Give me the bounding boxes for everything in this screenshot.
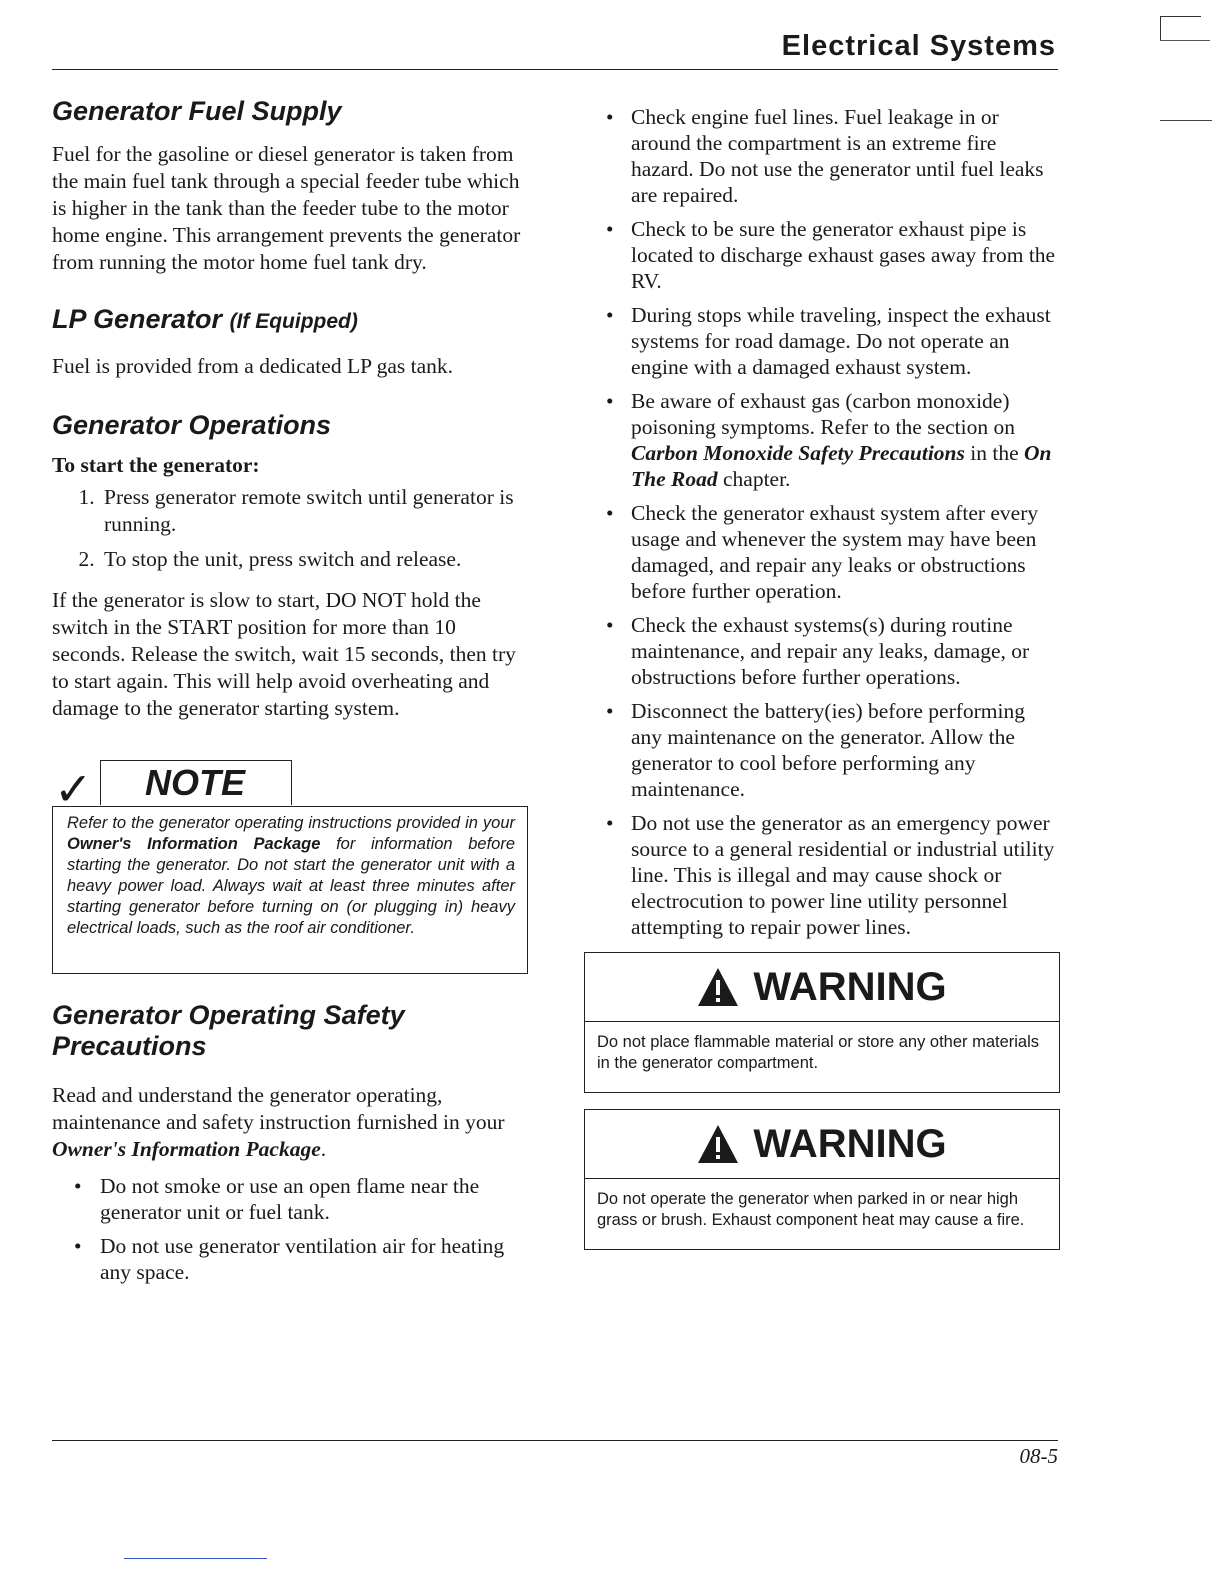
- list-item: • Check the generator exhaust system after every usage and whenever the system may have been damaged, and repair any leaks or obstructions before further operation.: [631, 500, 1060, 604]
- warning-triangle-icon: [697, 967, 739, 1007]
- subheading: To start the generator:: [52, 453, 260, 477]
- paragraph: Fuel for the gasoline or diesel generator is taken from the main fuel tank through a special feeder tube which is higher in the tank than the feeder tube to the motor home engine. This arrangement prevents the generator from running the motor home fuel tank dry.: [52, 142, 521, 274]
- generator-operations-section: [52, 410, 532, 722]
- warning-text: Do not operate the generator when parked in or near high grass or brush. Exhaust component heat may cause a fire.: [597, 1190, 1025, 1229]
- safety-bullet-list: [52, 1173, 532, 1285]
- document-reference: Owner's Information Package: [52, 1137, 321, 1161]
- note-reference: Owner's Information Package: [67, 835, 321, 853]
- edge-mark: [1160, 120, 1212, 121]
- list-item: • Check to be sure the generator exhaust pipe is located to discharge exhaust gases away from the RV.: [631, 216, 1060, 294]
- note-text-part: for information before starting the generator. Do not start the generator unit with a heavy power load. Always wait at least three minutes after starting generator before turning on (or plugging in) heavy electrical loads, such as the roof air conditioner.: [67, 835, 516, 937]
- corner-crop-mark: [1160, 40, 1210, 41]
- checkmark-icon: ✓: [54, 762, 93, 816]
- note-label: NOTE: [145, 762, 246, 803]
- page-header-title: Electrical Systems: [781, 30, 1056, 62]
- right-column: [584, 104, 1060, 1250]
- warning-label: WARNING: [753, 964, 947, 1009]
- corner-crop-mark: [1160, 16, 1201, 41]
- cross-reference: On The Road: [631, 441, 1052, 491]
- section-heading: Generator Fuel Supply: [52, 96, 342, 126]
- list-item: • Disconnect the battery(ies) before performing any maintenance on the generator. Allow the generator to cool before performing any maintenance.: [631, 698, 1060, 802]
- warning-header: [585, 953, 1059, 1022]
- paragraph: Fuel is provided from a dedicated LP gas tank.: [52, 354, 454, 378]
- list-item: 2. To stop the unit, press switch and release.: [100, 546, 532, 573]
- text-part: .: [320, 1137, 327, 1161]
- footer-divider: [52, 1440, 1058, 1441]
- list-item: • Do not smoke or use an open flame near the generator unit or fuel tank.: [100, 1173, 532, 1225]
- fuel-supply-section: [52, 96, 532, 276]
- warning-text: Do not place flammable material or store any other materials in the generator compartment.: [597, 1033, 1040, 1072]
- warning-box: [584, 952, 1060, 1093]
- section-heading: [52, 304, 532, 337]
- list-item: • Do not use generator ventilation air for heating any space.: [100, 1233, 532, 1285]
- text-part: in the: [964, 441, 1024, 465]
- list-item: • During stops while traveling, inspect the exhaust systems for road damage. Do not operate an engine with a damaged exhaust system.: [631, 302, 1060, 380]
- text-part: Read and understand the generator operating, maintenance and safety instruction furnished in your: [52, 1083, 505, 1134]
- warning-label: WARNING: [753, 1121, 947, 1166]
- heading-text: LP Generator: [52, 304, 223, 334]
- list-item: • Do not use the generator as an emergency power source to a general residential or industrial utility line. This is illegal and may cause shock or electrocution to power line utility personnel attempting to repair power lines.: [631, 810, 1060, 940]
- bottom-edge-line: [124, 1558, 267, 1559]
- list-item: • Check the exhaust systems(s) during routine maintenance, and repair any leaks, damage, or obstructions before further operations.: [631, 612, 1060, 690]
- list-item: 1. Press generator remote switch until generator is running.: [100, 484, 532, 538]
- text-part: chapter.: [717, 467, 791, 491]
- lp-generator-section: [52, 304, 532, 380]
- start-steps-list: [52, 484, 532, 573]
- safety-precautions-section: [52, 1000, 532, 1285]
- section-heading: Generator Operations: [52, 410, 332, 440]
- note-callout: [52, 756, 532, 988]
- list-item: • Check engine fuel lines. Fuel leakage in or around the compartment is an extreme fire hazard. Do not use the generator until fuel leaks are repaired.: [631, 104, 1060, 208]
- paragraph: [52, 1082, 532, 1163]
- warning-header: [585, 1110, 1059, 1179]
- warning-triangle-icon: [697, 1124, 739, 1164]
- paragraph: If the generator is slow to start, DO NOT hold the switch in the START position for more than 10 seconds. Release the switch, wait 15 seconds, then try to start again. This will help avoid overheating and damage to the generator starting system.: [52, 588, 516, 720]
- left-column: [52, 96, 532, 1293]
- list-item: [631, 388, 1060, 492]
- warning-box: [584, 1109, 1060, 1250]
- header-divider: [52, 69, 1058, 70]
- section-heading: Generator Operating Safety Precautions: [52, 1000, 405, 1061]
- note-text-part: Refer to the generator operating instructions provided in your: [67, 814, 515, 832]
- note-label-frame: [100, 760, 292, 805]
- heading-note: (If Equipped): [229, 310, 358, 333]
- page-number: 08-5: [1019, 1444, 1058, 1468]
- cross-reference: Carbon Monoxide Safety Precautions: [631, 441, 965, 465]
- text-part: Be aware of exhaust gas (carbon monoxide) poisoning symptoms. Refer to the section on: [631, 389, 1015, 439]
- safety-bullet-list-continued: [584, 104, 1060, 940]
- note-text: [52, 806, 528, 974]
